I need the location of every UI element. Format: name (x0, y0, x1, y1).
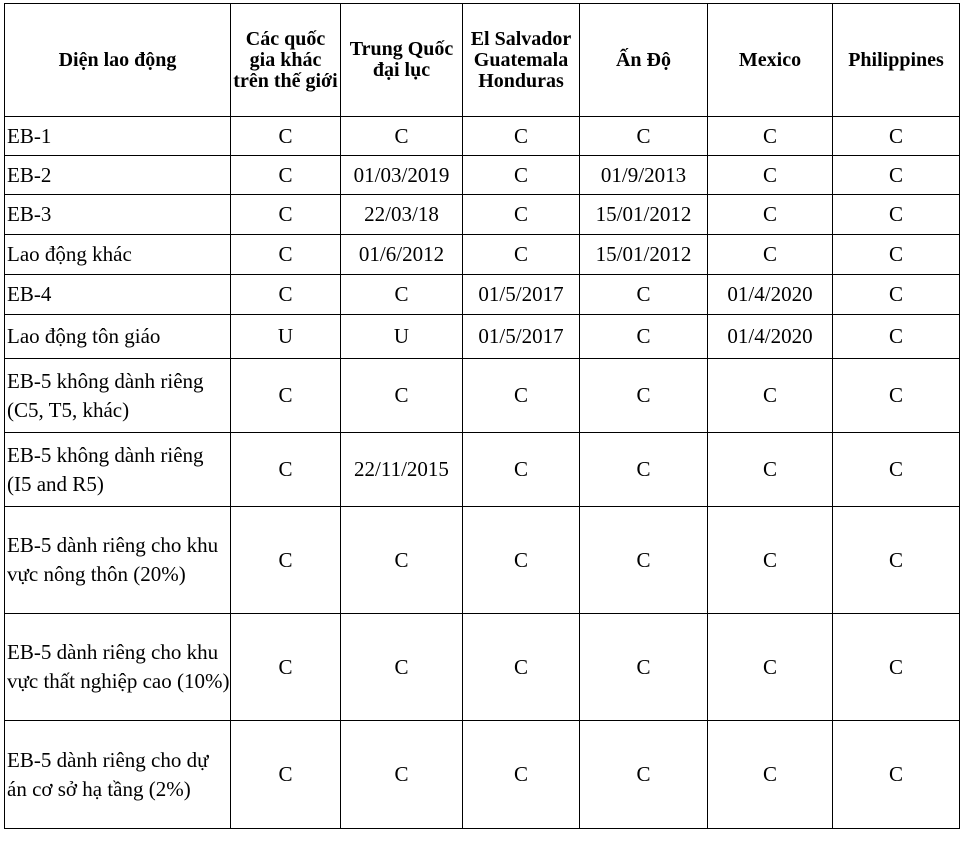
table-cell: C (463, 359, 580, 433)
table-cell: C (341, 507, 463, 614)
table-cell: C (833, 156, 960, 195)
table-cell: 01/4/2020 (708, 275, 833, 315)
header-central-america: El Salvador Guatemala Honduras (463, 4, 580, 117)
table-cell: C (833, 275, 960, 315)
table-cell: C (580, 614, 708, 721)
table-cell: 22/03/18 (341, 195, 463, 235)
table-row (5, 359, 960, 433)
table-row (5, 433, 960, 507)
table-cell: C (341, 117, 463, 156)
header-category: Diện lao động (5, 4, 231, 117)
table-cell: 01/6/2012 (341, 235, 463, 275)
table-cell: U (231, 315, 341, 359)
table-cell: C (833, 195, 960, 235)
table-cell: 22/11/2015 (341, 433, 463, 507)
row-label: EB-1 (5, 117, 231, 156)
table-cell: C (231, 507, 341, 614)
table-cell: C (708, 507, 833, 614)
table-cell: C (231, 433, 341, 507)
table-cell: C (580, 359, 708, 433)
table-cell: C (231, 195, 341, 235)
table-cell: C (463, 433, 580, 507)
table-cell: C (341, 614, 463, 721)
table-row (5, 315, 960, 359)
row-label: Lao động tôn giáo (5, 315, 231, 359)
table-cell: C (580, 275, 708, 315)
table-cell: 01/9/2013 (580, 156, 708, 195)
table-row (5, 507, 960, 614)
table-cell: C (231, 275, 341, 315)
table-cell: C (463, 117, 580, 156)
table-cell: C (231, 235, 341, 275)
row-label: EB-5 không dành riêng (I5 and R5) (5, 433, 231, 507)
table-cell: C (580, 315, 708, 359)
table-cell: C (231, 117, 341, 156)
table-row (5, 275, 960, 315)
table-cell: C (580, 507, 708, 614)
table-cell: C (833, 235, 960, 275)
table-row (5, 117, 960, 156)
table-cell: C (708, 117, 833, 156)
table-row (5, 614, 960, 721)
table-cell: C (833, 433, 960, 507)
table-cell: 01/5/2017 (463, 275, 580, 315)
row-label: EB-5 không dành riêng (C5, T5, khác) (5, 359, 231, 433)
table-cell: C (580, 433, 708, 507)
row-label: Lao động khác (5, 235, 231, 275)
table-cell: C (580, 117, 708, 156)
table-cell: C (463, 721, 580, 829)
table-cell: 01/03/2019 (341, 156, 463, 195)
table-cell: 15/01/2012 (580, 235, 708, 275)
table-cell: C (833, 117, 960, 156)
table-row (5, 156, 960, 195)
table-cell: U (341, 315, 463, 359)
table-cell: C (341, 721, 463, 829)
table-cell: 15/01/2012 (580, 195, 708, 235)
row-label: EB-5 dành riêng cho dự án cơ sở hạ tầng (2%) (5, 721, 231, 829)
table-cell: C (833, 507, 960, 614)
row-label: EB-5 dành riêng cho khu vực nông thôn (20%) (5, 507, 231, 614)
row-label: EB-3 (5, 195, 231, 235)
header-china: Trung Quốc đại lục (341, 4, 463, 117)
header-rest-of-world: Các quốc gia khác trên thế giới (231, 4, 341, 117)
table-cell: C (708, 614, 833, 721)
row-label: EB-5 dành riêng cho khu vực thất nghiệp cao (10%) (5, 614, 231, 721)
table-cell: C (833, 315, 960, 359)
table-cell: C (231, 614, 341, 721)
table-cell: C (463, 507, 580, 614)
table-cell: C (708, 359, 833, 433)
header-philippines: Philippines (833, 4, 960, 117)
table-cell: C (463, 235, 580, 275)
visa-bulletin-table (4, 3, 960, 829)
table-cell: C (708, 235, 833, 275)
table-cell: C (708, 433, 833, 507)
table-cell: C (341, 275, 463, 315)
table-cell: C (463, 156, 580, 195)
table-cell: 01/4/2020 (708, 315, 833, 359)
table-cell: C (231, 156, 341, 195)
table-cell: C (231, 359, 341, 433)
table-cell: C (708, 156, 833, 195)
table-cell: 01/5/2017 (463, 315, 580, 359)
table-row (5, 195, 960, 235)
table-cell: C (580, 721, 708, 829)
table-cell: C (341, 359, 463, 433)
header-mexico: Mexico (708, 4, 833, 117)
table-cell: C (833, 359, 960, 433)
row-label: EB-4 (5, 275, 231, 315)
row-label: EB-2 (5, 156, 231, 195)
table-cell: C (463, 614, 580, 721)
table-row (5, 235, 960, 275)
table-cell: C (463, 195, 580, 235)
table-cell: C (231, 721, 341, 829)
header-india: Ấn Độ (580, 4, 708, 117)
table-cell: C (708, 721, 833, 829)
header-row (5, 4, 960, 117)
table-cell: C (833, 721, 960, 829)
table-row (5, 721, 960, 829)
table-cell: C (833, 614, 960, 721)
table-cell: C (708, 195, 833, 235)
